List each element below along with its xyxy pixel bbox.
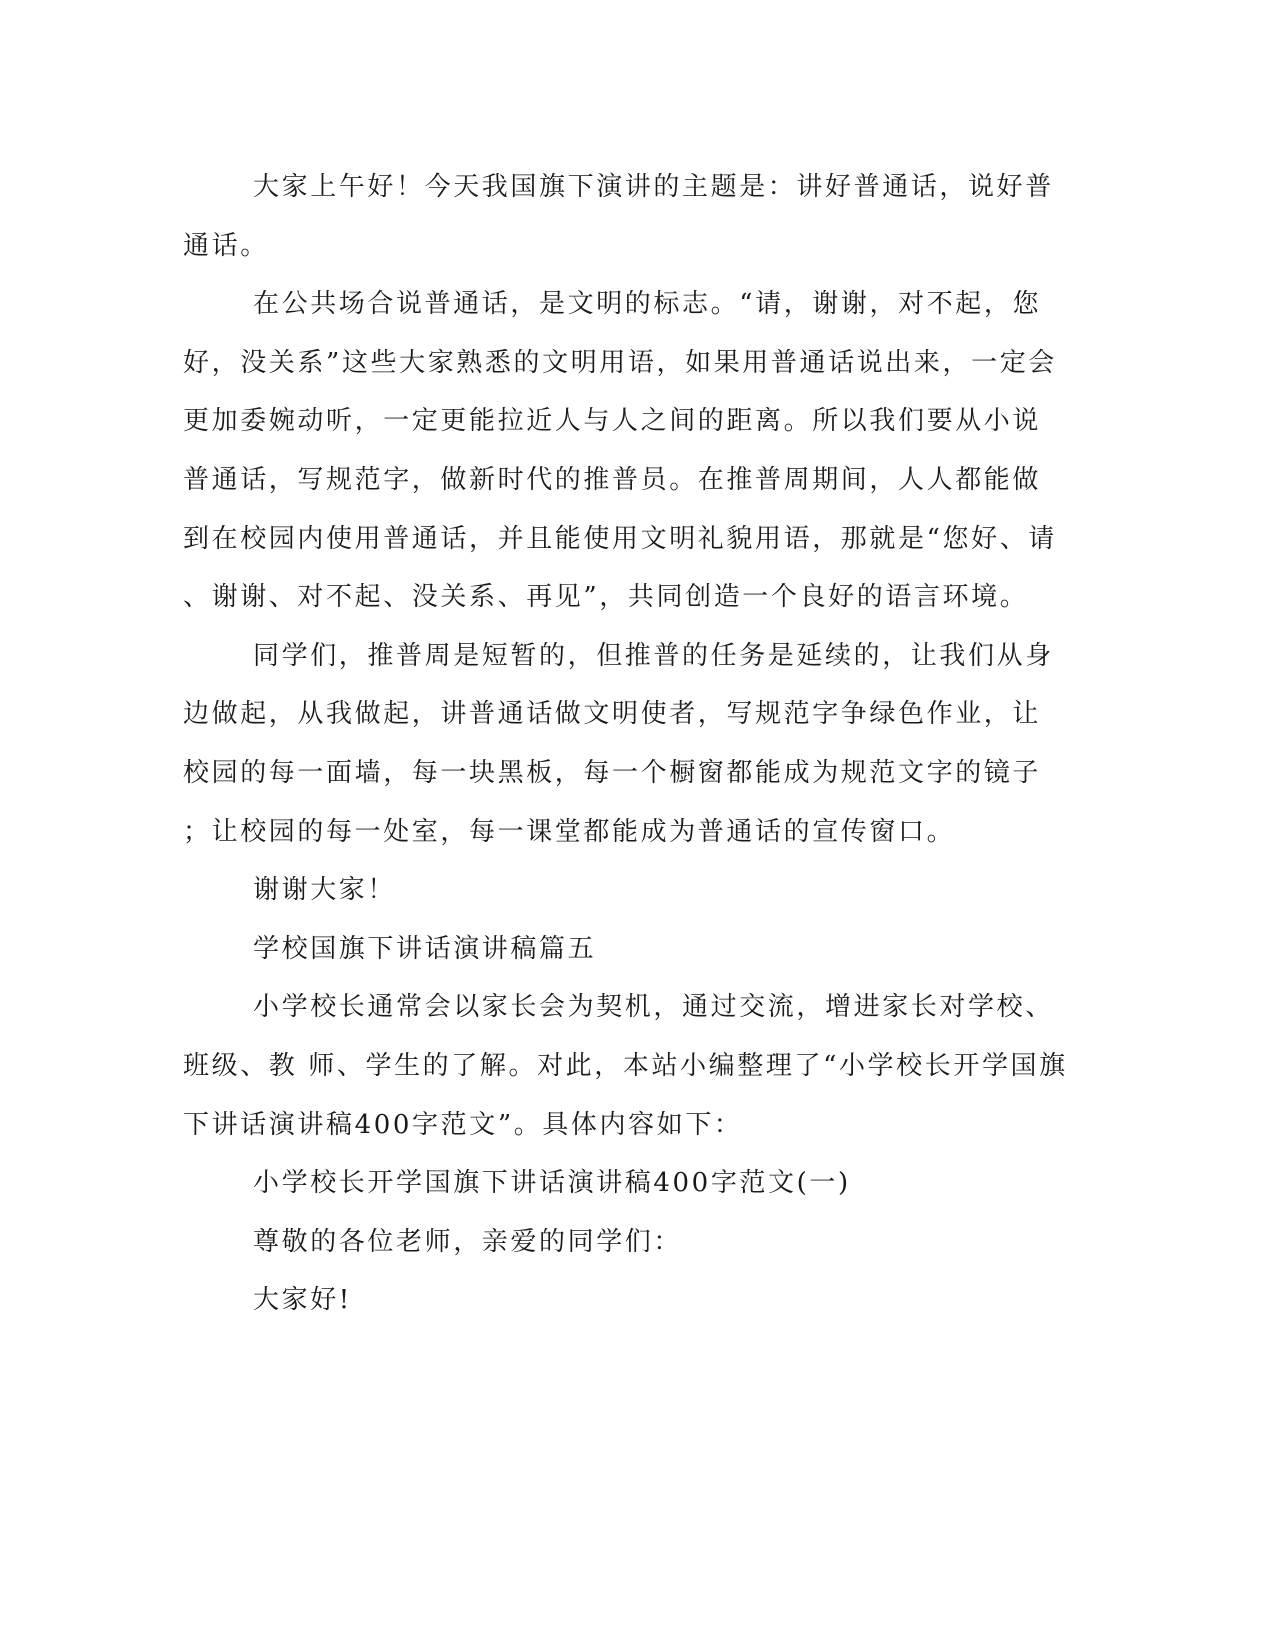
text-line-1: 大家上午好！今天我国旗下演讲的主题是：讲好普通话，说好普 xyxy=(253,172,1054,202)
salutation: 尊敬的各位老师，亲爱的同学们： xyxy=(253,1226,683,1257)
document-body xyxy=(183,158,1068,1330)
text-line-6: 普通话，写规范字，做新时代的推普员。在推普周期间，人人都能做 xyxy=(183,464,1042,495)
text-line-17: 下讲话演讲稿400字范文”。具体内容如下： xyxy=(183,1109,743,1140)
text-line-11: 校园的每一面墙，每一块黑板，每一个橱窗都能成为规范文字的镜子 xyxy=(183,757,1042,788)
text-line-10: 边做起，从我做起，讲普通话做文明使者，写规范字争绿色作业，让 xyxy=(183,699,1042,730)
text-line-9: 同学们，推普周是短暂的，但推普的任务是延续的，让我们从身 xyxy=(253,640,1054,671)
text-line-5: 更加委婉动听，一定更能拉近人与人之间的距离。所以我们要从小说 xyxy=(183,406,1042,437)
subsection-heading: 小学校长开学国旗下讲话演讲稿400字范文(一) xyxy=(253,1168,851,1199)
text-line-3: 在公共场合说普通话，是文明的标志。“请，谢谢，对不起，您 xyxy=(253,289,1042,320)
text-line-8: 、谢谢、对不起、没关系、再见”，共同创造一个良好的语言环境。 xyxy=(183,582,1029,613)
text-line-12: ；让校园的每一处室，每一课堂都能成为普通话的宣传窗口。 xyxy=(183,816,956,847)
section-heading: 学校国旗下讲话演讲稿篇五 xyxy=(253,933,597,964)
text-line-2: 通话。 xyxy=(183,230,269,261)
text-line-15: 小学校长通常会以家长会为契机，通过交流，增进家长对学校、 xyxy=(253,992,1054,1023)
text-line-13: 谢谢大家！ xyxy=(253,875,397,906)
text-line-16: 班级、教 师、学生的了解。对此，本站小编整理了“小学校长开学国旗 xyxy=(183,1050,1068,1081)
greeting: 大家好! xyxy=(253,1285,352,1316)
text-line-7: 到在校园内使用普通话，并且能使用文明礼貌用语，那就是“您好、请 xyxy=(183,523,1057,554)
text-line-4: 好，没关系”这些大家熟悉的文明用语，如果用普通话说出来，一定会 xyxy=(183,347,1057,378)
